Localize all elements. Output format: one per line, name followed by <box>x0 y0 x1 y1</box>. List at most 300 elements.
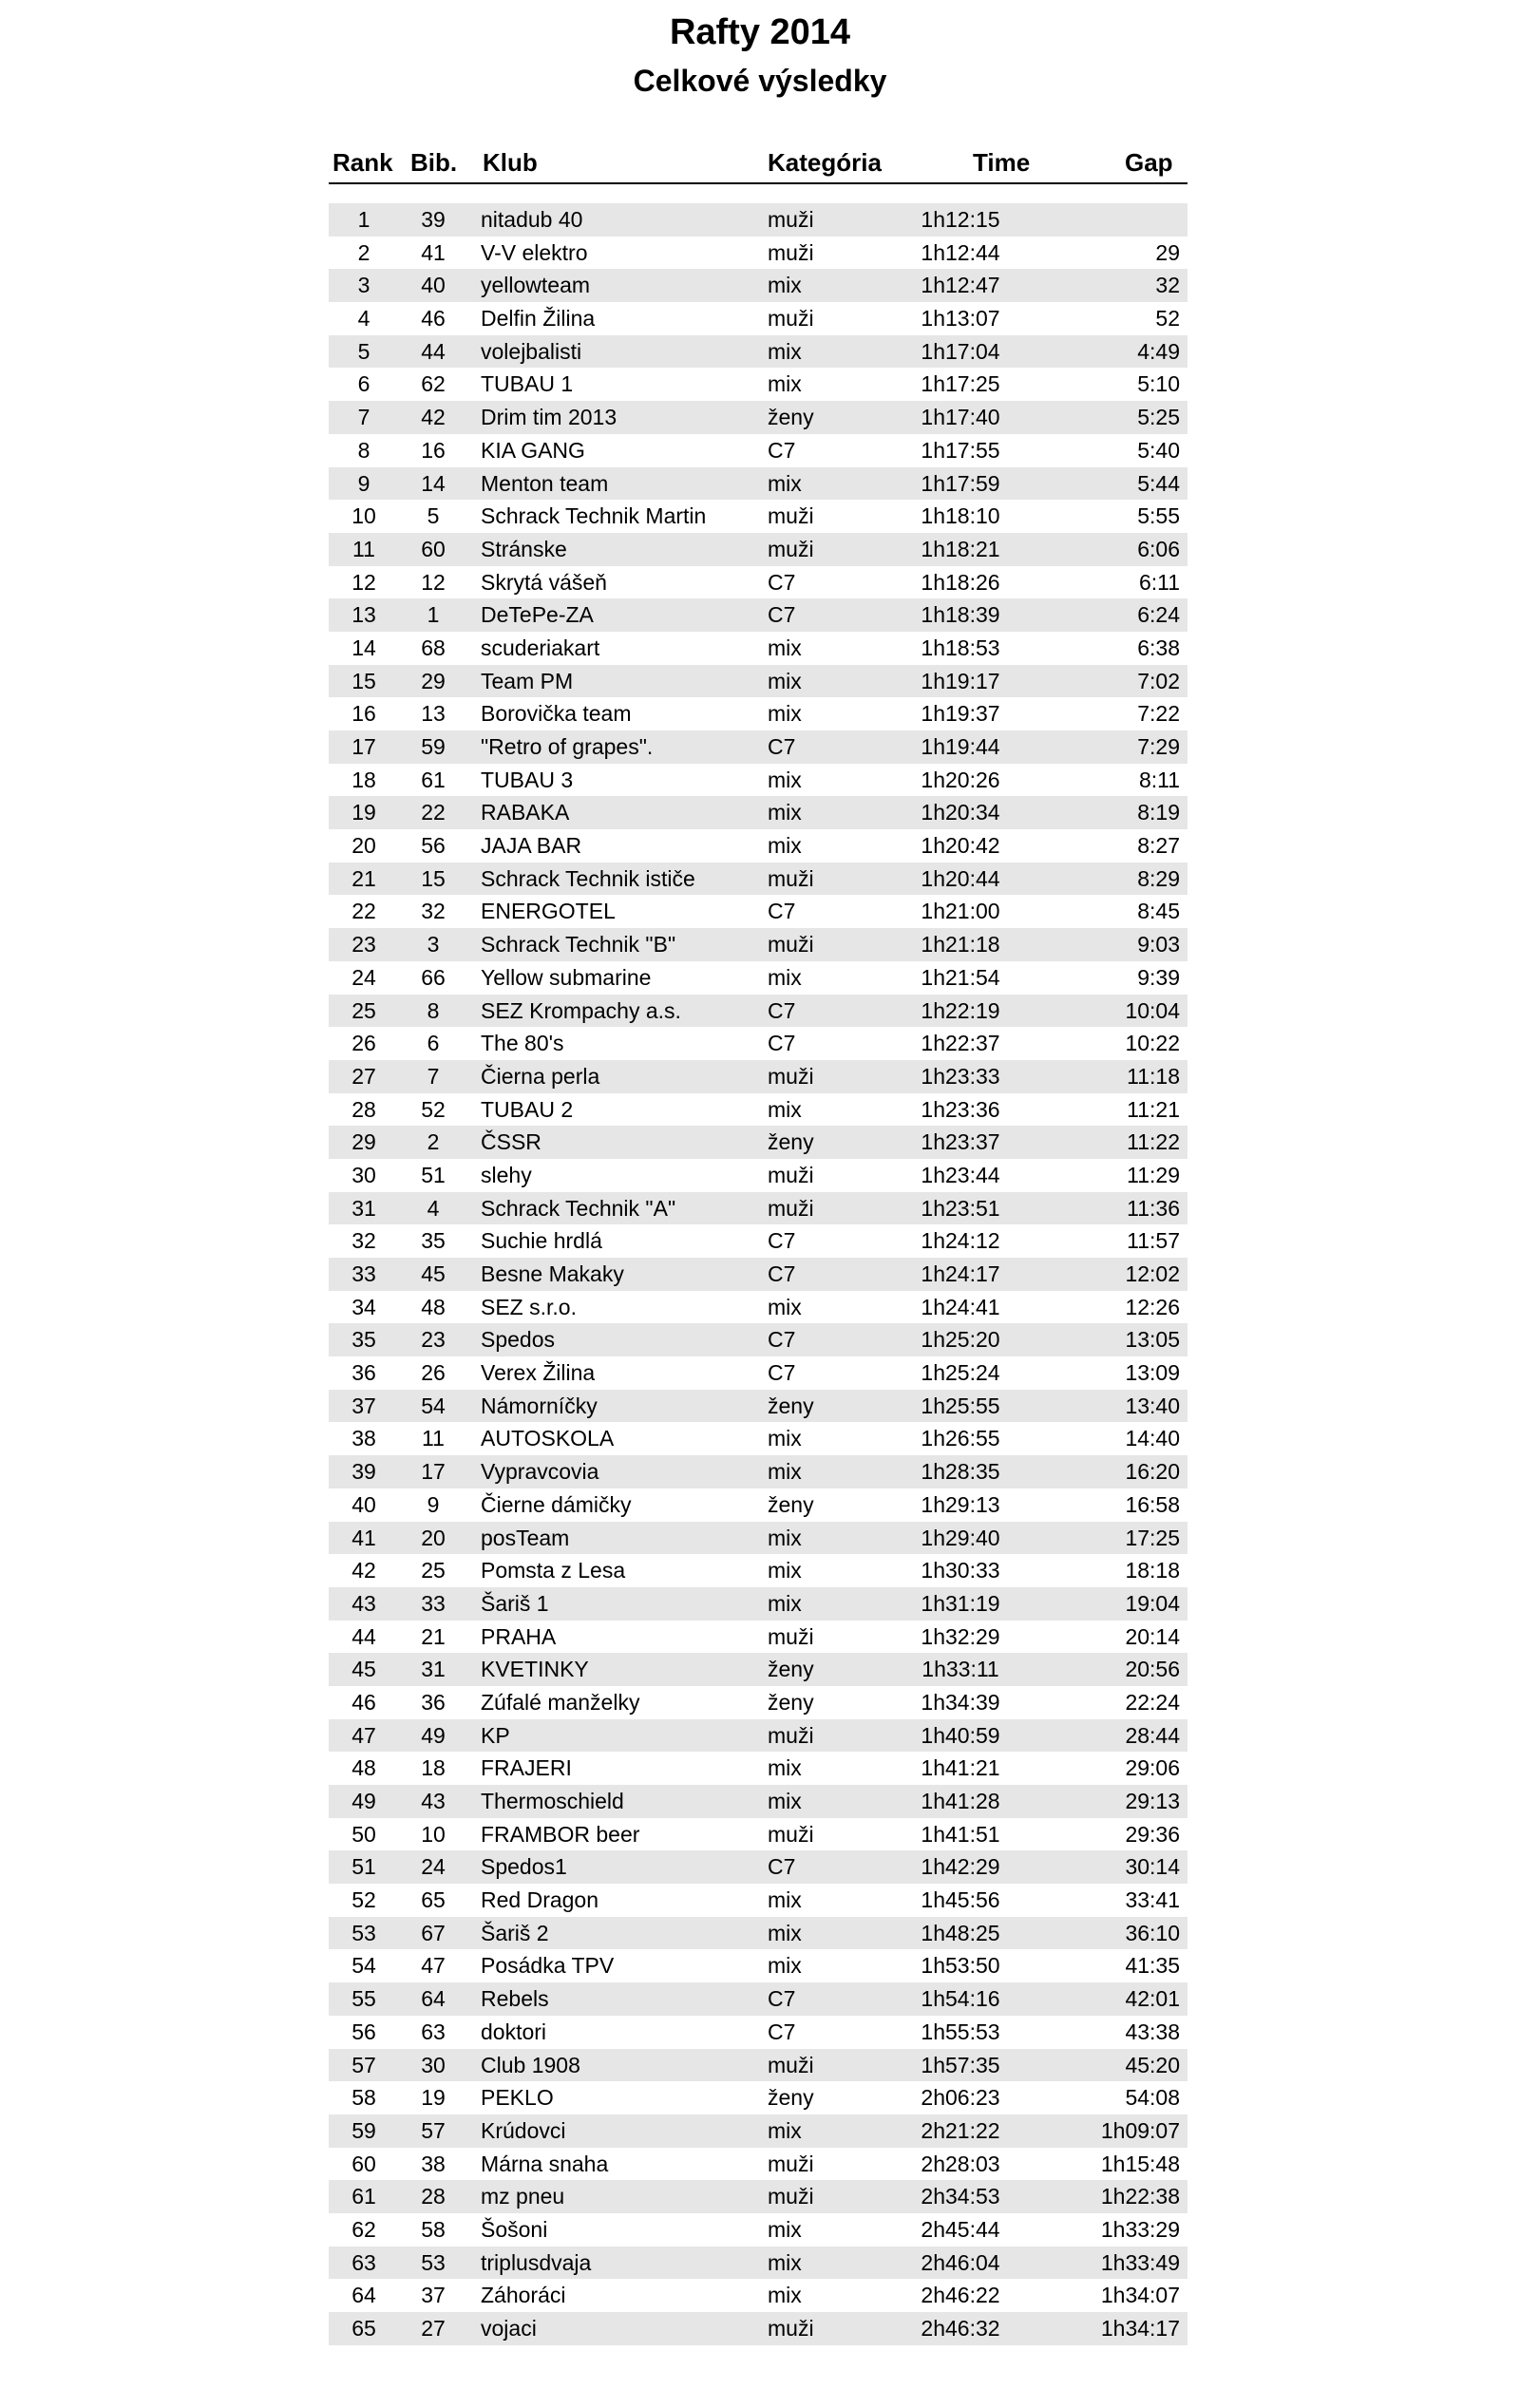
cell-club: Rebels <box>481 1986 549 2012</box>
table-row <box>329 2016 1188 2049</box>
cell-category: muži <box>768 2151 814 2176</box>
cell-gap: 32 <box>1155 273 1180 298</box>
cell-bib: 54 <box>421 1393 446 1418</box>
cell-time: 1h13:07 <box>921 306 1000 332</box>
cell-time: 1h26:55 <box>921 1426 1000 1451</box>
cell-rank: 55 <box>352 1986 376 2012</box>
cell-rank: 50 <box>352 1821 376 1847</box>
cell-time: 1h17:59 <box>921 470 1000 496</box>
cell-rank: 36 <box>352 1360 376 1386</box>
table-row <box>329 1323 1188 1356</box>
cell-gap: 5:10 <box>1137 371 1180 397</box>
cell-time: 1h17:40 <box>921 405 1000 430</box>
cell-rank: 24 <box>352 964 376 990</box>
table-row <box>329 1752 1188 1785</box>
cell-rank: 52 <box>352 1887 376 1913</box>
cell-bib: 7 <box>427 1063 440 1089</box>
cell-club: Pomsta z Lesa <box>481 1558 626 1583</box>
cell-rank: 9 <box>357 470 370 496</box>
cell-category: C7 <box>768 1327 796 1353</box>
cell-bib: 38 <box>421 2151 446 2176</box>
table-row <box>329 697 1188 730</box>
cell-club: yellowteam <box>481 273 591 298</box>
cell-time: 1h20:42 <box>921 833 1000 859</box>
cell-category: mix <box>768 833 802 859</box>
table-row <box>329 269 1188 302</box>
cell-time: 1h53:50 <box>921 1953 1000 1979</box>
cell-rank: 60 <box>352 2151 376 2176</box>
cell-category: ženy <box>768 1393 814 1418</box>
cell-bib: 14 <box>421 470 446 496</box>
table-row <box>329 863 1188 896</box>
cell-gap: 5:44 <box>1137 470 1180 496</box>
cell-club: V-V elektro <box>481 239 588 265</box>
cell-category: muži <box>768 2052 814 2077</box>
cell-club: The 80's <box>481 1031 564 1056</box>
cell-gap: 7:29 <box>1137 734 1180 759</box>
cell-time: 1h34:39 <box>921 1689 1000 1715</box>
cell-time: 1h23:44 <box>921 1162 1000 1187</box>
cell-time: 1h28:35 <box>921 1459 1000 1485</box>
cell-bib: 16 <box>421 437 446 463</box>
table-row <box>329 598 1188 632</box>
cell-rank: 45 <box>352 1657 376 1682</box>
cell-category: mix <box>768 2283 802 2308</box>
table-row <box>329 1390 1188 1423</box>
table-row <box>329 895 1188 928</box>
cell-bib: 46 <box>421 306 446 332</box>
cell-category: muži <box>768 1623 814 1649</box>
cell-bib: 36 <box>421 1689 446 1715</box>
cell-club: FRAMBOR beer <box>481 1821 640 1847</box>
cell-bib: 11 <box>422 1426 445 1451</box>
cell-time: 1h12:44 <box>921 239 1000 265</box>
cell-time: 1h25:24 <box>921 1360 1000 1386</box>
cell-rank: 1 <box>357 207 370 232</box>
cell-bib: 60 <box>421 536 446 561</box>
cell-rank: 59 <box>352 2117 376 2143</box>
cell-gap: 5:55 <box>1137 503 1180 529</box>
table-row <box>329 1686 1188 1719</box>
cell-gap: 52 <box>1155 306 1180 332</box>
cell-bib: 31 <box>421 1657 446 1682</box>
table-row <box>329 1455 1188 1488</box>
cell-gap: 12:26 <box>1125 1294 1180 1319</box>
cell-gap: 13:40 <box>1125 1393 1180 1418</box>
cell-bib: 59 <box>421 734 446 759</box>
cell-club: slehy <box>481 1162 532 1187</box>
cell-bib: 40 <box>421 273 446 298</box>
cell-category: ženy <box>768 1491 814 1517</box>
cell-category: C7 <box>768 602 796 628</box>
cell-category: C7 <box>768 997 796 1023</box>
cell-gap: 6:11 <box>1138 569 1180 595</box>
cell-bib: 13 <box>421 701 446 727</box>
cell-category: muži <box>768 2316 814 2341</box>
cell-club: Club 1908 <box>481 2052 580 2077</box>
cell-category: mix <box>768 1096 802 1122</box>
table-row <box>329 796 1188 829</box>
cell-gap: 20:56 <box>1125 1657 1180 1682</box>
cell-category: C7 <box>768 1261 796 1286</box>
cell-gap: 19:04 <box>1125 1590 1180 1616</box>
cell-rank: 13 <box>352 602 376 628</box>
cell-category: muži <box>768 1063 814 1089</box>
cell-time: 1h41:28 <box>921 1789 1000 1813</box>
cell-gap: 36:10 <box>1125 1920 1180 1945</box>
cell-time: 1h19:17 <box>921 668 1000 693</box>
cell-rank: 54 <box>352 1953 376 1979</box>
cell-rank: 62 <box>352 2216 376 2242</box>
cell-category: mix <box>768 2216 802 2242</box>
cell-rank: 47 <box>352 1722 376 1748</box>
table-row <box>329 2180 1188 2213</box>
cell-club: KP <box>481 1722 510 1748</box>
table-row <box>329 1522 1188 1555</box>
cell-category: mix <box>768 668 802 693</box>
table-row <box>329 1653 1188 1686</box>
cell-rank: 15 <box>352 668 376 693</box>
cell-time: 2h46:32 <box>921 2316 1000 2341</box>
cell-club: Schrack Technik ističe <box>481 865 695 891</box>
cell-category: mix <box>768 767 802 792</box>
cell-category: muži <box>768 1162 814 1187</box>
cell-time: 1h17:55 <box>921 437 1000 463</box>
cell-rank: 31 <box>352 1195 376 1221</box>
cell-club: Skrytá vášeň <box>481 569 607 595</box>
cell-category: muži <box>768 239 814 265</box>
page-subtitle: Celkové výsledky <box>633 64 887 98</box>
page-title: Rafty 2014 <box>669 12 851 52</box>
cell-category: mix <box>768 2117 802 2143</box>
cell-club: Team PM <box>481 668 574 693</box>
cell-gap: 43:38 <box>1125 2019 1180 2044</box>
cell-club: posTeam <box>481 1525 570 1550</box>
cell-gap: 10:04 <box>1125 997 1180 1023</box>
cell-rank: 39 <box>352 1459 376 1485</box>
cell-time: 1h21:00 <box>921 899 1000 924</box>
cell-bib: 22 <box>421 800 446 825</box>
cell-time: 1h29:13 <box>921 1491 1000 1517</box>
cell-club: TUBAU 2 <box>481 1096 574 1122</box>
cell-bib: 68 <box>421 635 446 660</box>
cell-category: C7 <box>768 1854 796 1880</box>
cell-time: 1h41:51 <box>921 1821 1000 1847</box>
header-club: Klub <box>483 148 538 177</box>
results-table <box>329 142 1188 2345</box>
cell-category: mix <box>768 1789 802 1813</box>
cell-club: JAJA BAR <box>481 833 582 859</box>
table-row <box>329 566 1188 599</box>
table-row <box>329 1850 1188 1884</box>
cell-rank: 4 <box>357 306 370 332</box>
cell-rank: 58 <box>352 2085 376 2111</box>
cell-gap: 30:14 <box>1125 1854 1180 1880</box>
cell-bib: 52 <box>421 1096 446 1122</box>
cell-gap: 13:05 <box>1125 1327 1180 1353</box>
table-row <box>329 1949 1188 1982</box>
cell-club: Krúdovci <box>481 2117 566 2143</box>
cell-club: PEKLO <box>481 2085 554 2111</box>
cell-time: 1h42:29 <box>921 1854 1000 1880</box>
cell-category: mix <box>768 273 802 298</box>
cell-rank: 34 <box>352 1294 376 1319</box>
cell-gap: 1h22:38 <box>1100 2184 1180 2209</box>
cell-time: 1h12:47 <box>921 273 1000 298</box>
cell-category: mix <box>768 2249 802 2275</box>
table-row <box>329 1719 1188 1753</box>
table-row <box>329 2279 1188 2312</box>
cell-time: 2h21:22 <box>921 2117 1000 2143</box>
cell-gap: 1h34:07 <box>1100 2283 1180 2308</box>
cell-gap: 8:19 <box>1137 800 1180 825</box>
cell-bib: 21 <box>421 1623 446 1649</box>
table-row <box>329 1818 1188 1851</box>
cell-bib: 5 <box>427 503 440 529</box>
table-row <box>329 961 1188 995</box>
cell-gap: 28:44 <box>1125 1722 1180 1748</box>
cell-club: Verex Žilina <box>481 1360 596 1386</box>
cell-time: 1h31:19 <box>921 1590 1000 1616</box>
cell-time: 1h22:19 <box>921 997 1000 1023</box>
cell-bib: 51 <box>421 1162 446 1187</box>
cell-club: Šariš 1 <box>481 1590 549 1616</box>
cell-time: 1h32:29 <box>921 1623 1000 1649</box>
cell-category: mix <box>768 1525 802 1550</box>
cell-gap: 1h09:07 <box>1100 2117 1180 2143</box>
cell-category: mix <box>768 1755 802 1781</box>
cell-club: SEZ Krompachy a.s. <box>481 997 681 1023</box>
cell-gap: 29:36 <box>1125 1821 1180 1847</box>
table-row <box>329 1982 1188 2016</box>
cell-category: mix <box>768 1426 802 1451</box>
cell-club: Stránske <box>481 536 567 561</box>
cell-category: mix <box>768 701 802 727</box>
cell-time: 2h06:23 <box>921 2085 1000 2111</box>
cell-club: Márna snaha <box>481 2151 609 2176</box>
table-row <box>329 829 1188 863</box>
cell-gap: 10:22 <box>1125 1031 1180 1056</box>
cell-gap: 5:25 <box>1137 405 1180 430</box>
table-row <box>329 1126 1188 1159</box>
cell-category: ženy <box>768 405 814 430</box>
table-row <box>329 2081 1188 2114</box>
cell-gap: 9:39 <box>1137 964 1180 990</box>
cell-club: Borovička team <box>481 701 632 727</box>
cell-time: 1h17:25 <box>921 371 1000 397</box>
cell-rank: 53 <box>352 1920 376 1945</box>
table-row <box>329 203 1188 237</box>
cell-bib: 43 <box>421 1789 446 1813</box>
table-row <box>329 1422 1188 1455</box>
table-row <box>329 2114 1188 2148</box>
cell-bib: 9 <box>427 1491 440 1517</box>
cell-time: 1h40:59 <box>921 1722 1000 1748</box>
table-header <box>329 142 1188 184</box>
cell-time: 2h28:03 <box>921 2151 1000 2176</box>
cell-category: ženy <box>768 1129 814 1155</box>
cell-club: Zúfalé manželky <box>481 1689 640 1715</box>
cell-rank: 33 <box>352 1261 376 1286</box>
cell-category: muži <box>768 1195 814 1221</box>
cell-rank: 25 <box>352 997 376 1023</box>
cell-bib: 61 <box>421 767 446 792</box>
table-row <box>329 1258 1188 1291</box>
table-row <box>329 1060 1188 1093</box>
cell-time: 1h25:20 <box>921 1327 1000 1353</box>
cell-club: KVETINKY <box>481 1657 589 1682</box>
cell-bib: 49 <box>421 1722 446 1748</box>
cell-bib: 4 <box>427 1195 440 1221</box>
cell-rank: 27 <box>352 1063 376 1089</box>
cell-category: mix <box>768 964 802 990</box>
cell-rank: 35 <box>352 1327 376 1353</box>
cell-gap: 8:11 <box>1138 767 1180 792</box>
cell-club: Red Dragon <box>481 1887 599 1913</box>
cell-rank: 46 <box>352 1689 376 1715</box>
table-row <box>329 764 1188 797</box>
cell-rank: 28 <box>352 1096 376 1122</box>
cell-club: Drim tim 2013 <box>481 405 618 430</box>
cell-rank: 26 <box>352 1031 376 1056</box>
cell-gap: 14:40 <box>1125 1426 1180 1451</box>
cell-rank: 37 <box>352 1393 376 1418</box>
table-row <box>329 1621 1188 1654</box>
table-row <box>329 1159 1188 1192</box>
table-row <box>329 1291 1188 1324</box>
cell-gap: 33:41 <box>1125 1887 1180 1913</box>
cell-rank: 64 <box>352 2283 376 2308</box>
cell-category: muži <box>768 536 814 561</box>
cell-gap: 13:09 <box>1125 1360 1180 1386</box>
cell-rank: 14 <box>352 635 376 660</box>
cell-time: 2h34:53 <box>921 2184 1000 2209</box>
cell-bib: 35 <box>421 1228 446 1254</box>
cell-time: 1h29:40 <box>921 1525 1000 1550</box>
cell-category: ženy <box>768 2085 814 2111</box>
cell-rank: 65 <box>352 2316 376 2341</box>
cell-rank: 17 <box>352 734 376 759</box>
cell-rank: 56 <box>352 2019 376 2044</box>
cell-bib: 64 <box>421 1986 446 2012</box>
cell-category: muži <box>768 932 814 958</box>
cell-category: muži <box>768 503 814 529</box>
table-row <box>329 335 1188 369</box>
cell-time: 1h19:44 <box>921 734 1000 759</box>
cell-gap: 1h15:48 <box>1100 2151 1180 2176</box>
cell-time: 1h33:11 <box>922 1657 999 1682</box>
cell-rank: 40 <box>352 1491 376 1517</box>
cell-bib: 24 <box>421 1854 446 1880</box>
cell-time: 1h18:53 <box>921 635 1000 660</box>
cell-bib: 1 <box>427 602 440 628</box>
cell-time: 1h18:10 <box>921 503 1000 529</box>
cell-bib: 53 <box>421 2249 446 2275</box>
cell-club: Besne Makaky <box>481 1261 624 1286</box>
cell-bib: 32 <box>421 899 446 924</box>
cell-time: 1h30:33 <box>921 1558 1000 1583</box>
table-row <box>329 730 1188 764</box>
cell-time: 2h45:44 <box>921 2216 1000 2242</box>
cell-gap: 7:02 <box>1137 668 1180 693</box>
cell-gap: 11:18 <box>1127 1063 1180 1089</box>
cell-club: Šošoni <box>481 2216 548 2242</box>
cell-bib: 6 <box>427 1031 440 1056</box>
cell-rank: 44 <box>352 1623 376 1649</box>
table-row <box>329 2049 1188 2082</box>
cell-rank: 20 <box>352 833 376 859</box>
cell-gap: 11:22 <box>1127 1129 1180 1155</box>
table-row <box>329 401 1188 434</box>
cell-gap: 11:36 <box>1127 1195 1180 1221</box>
cell-time: 1h25:55 <box>921 1393 1000 1418</box>
cell-time: 1h20:34 <box>921 800 1000 825</box>
cell-gap: 11:57 <box>1127 1228 1180 1254</box>
cell-bib: 18 <box>421 1755 446 1781</box>
cell-club: AUTOSKOLA <box>481 1426 615 1451</box>
cell-category: C7 <box>768 1360 796 1386</box>
cell-gap: 16:20 <box>1125 1459 1180 1485</box>
cell-gap: 8:27 <box>1137 833 1180 859</box>
header-rank: Rank <box>332 148 393 177</box>
cell-club: Posádka TPV <box>481 1953 615 1979</box>
table-row <box>329 1224 1188 1258</box>
cell-time: 1h22:37 <box>921 1031 1000 1056</box>
cell-bib: 3 <box>427 932 440 958</box>
table-row <box>329 1192 1188 1225</box>
cell-bib: 42 <box>421 405 446 430</box>
cell-rank: 6 <box>357 371 370 397</box>
table-body <box>329 203 1188 2345</box>
table-row <box>329 632 1188 665</box>
cell-time: 1h18:39 <box>921 602 1000 628</box>
cell-bib: 28 <box>421 2184 446 2209</box>
table-row <box>329 1917 1188 1950</box>
cell-bib: 58 <box>421 2216 446 2242</box>
cell-club: ČSSR <box>481 1129 542 1155</box>
cell-category: C7 <box>768 1228 796 1254</box>
table-row <box>329 467 1188 501</box>
table-row <box>329 2312 1188 2345</box>
cell-time: 1h21:18 <box>921 932 1000 958</box>
cell-bib: 10 <box>421 1821 446 1847</box>
cell-gap: 54:08 <box>1125 2085 1180 2111</box>
cell-rank: 23 <box>352 932 376 958</box>
cell-time: 2h46:22 <box>921 2283 1000 2308</box>
cell-club: scuderiakart <box>481 635 600 660</box>
cell-category: C7 <box>768 734 796 759</box>
cell-club: Delfin Žilina <box>481 306 596 332</box>
cell-rank: 10 <box>352 503 376 529</box>
cell-time: 1h41:21 <box>921 1755 1000 1781</box>
cell-gap: 1h34:17 <box>1100 2316 1180 2341</box>
cell-time: 1h12:15 <box>921 207 1000 232</box>
cell-time: 1h20:26 <box>921 767 1000 792</box>
cell-bib: 45 <box>421 1261 446 1286</box>
cell-gap: 29:13 <box>1125 1789 1180 1813</box>
cell-gap: 41:35 <box>1125 1953 1180 1979</box>
cell-bib: 27 <box>421 2316 446 2341</box>
cell-time: 1h45:56 <box>921 1887 1000 1913</box>
cell-gap: 11:21 <box>1127 1096 1180 1122</box>
cell-rank: 32 <box>352 1228 376 1254</box>
cell-category: C7 <box>768 1031 796 1056</box>
cell-club: Šariš 2 <box>481 1920 549 1945</box>
cell-category: mix <box>768 470 802 496</box>
cell-club: KIA GANG <box>481 437 585 463</box>
cell-category: muži <box>768 1722 814 1748</box>
table-row <box>329 1356 1188 1390</box>
